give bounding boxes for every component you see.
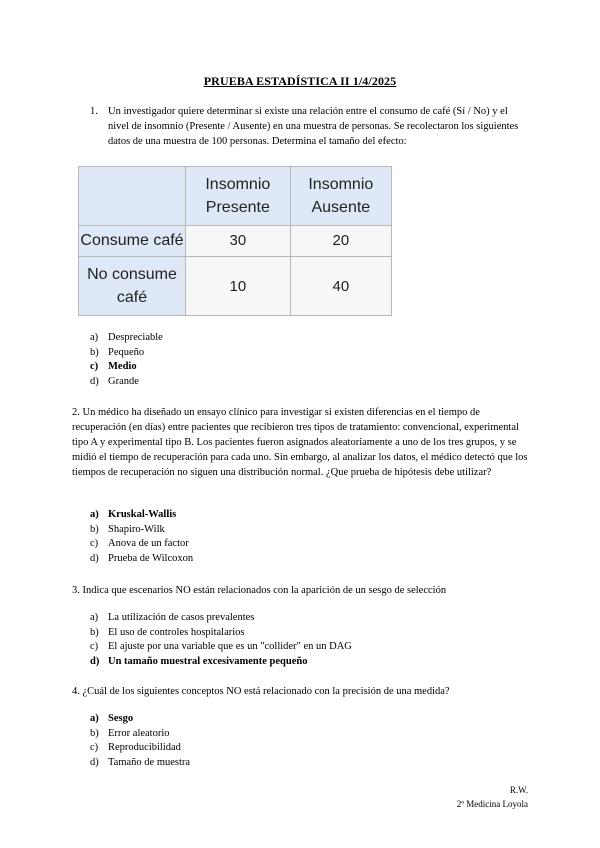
- option-letter: a): [90, 713, 99, 724]
- option-b[interactable]: [90, 346, 163, 361]
- exam-title: PRUEBA ESTADÍSTICA II 1/4/2025: [203, 74, 397, 88]
- option-text: La utilización de casos prevalentes: [108, 612, 255, 623]
- table-col-header: Insomnio Presente: [186, 167, 291, 226]
- option-text: Kruskal-Wallis: [108, 509, 177, 520]
- option-text: Prueba de Wilcoxon: [108, 552, 194, 564]
- option-a[interactable]: [90, 712, 190, 727]
- option-letter: c): [90, 361, 99, 372]
- option-text: Sesgo: [108, 713, 134, 724]
- question-2-options: [90, 508, 193, 566]
- table-cell: 40: [290, 257, 391, 316]
- question-3-text: 3. Indica que escenarios NO están relacionados con la aparición de un sesgo de selección: [72, 585, 447, 596]
- option-letter: b): [90, 523, 99, 535]
- option-text: Shapiro-Wilk: [108, 523, 165, 535]
- question-1-options: [90, 331, 163, 389]
- option-letter: b): [90, 727, 99, 739]
- option-text: Reproducibilidad: [108, 742, 181, 753]
- question-1-number: 1.: [90, 106, 98, 117]
- option-b[interactable]: [90, 523, 193, 538]
- table-row: [79, 257, 392, 316]
- table-row: [79, 225, 392, 256]
- table-row-header: No consume café: [79, 257, 186, 316]
- option-d[interactable]: [90, 375, 163, 390]
- option-text: Tamaño de muestra: [108, 756, 191, 768]
- option-text: El uso de controles hospitalarios: [108, 626, 245, 638]
- option-d[interactable]: [90, 552, 193, 567]
- option-text: El ajuste por una variable que es un "collider" en un DAG: [108, 641, 352, 652]
- option-letter: d): [90, 655, 100, 667]
- option-text: Medio: [108, 361, 137, 372]
- table-corner-cell: [79, 167, 186, 226]
- option-letter: c): [90, 742, 99, 753]
- table-row-header: Consume café: [79, 225, 186, 256]
- option-text: Grande: [108, 375, 139, 387]
- option-c[interactable]: [90, 360, 163, 375]
- signature-course: 2º Medicina Loyola: [456, 799, 528, 809]
- option-b[interactable]: [90, 727, 190, 742]
- table-cell: 20: [290, 225, 391, 256]
- option-letter: b): [90, 346, 99, 358]
- question-4-text: 4. ¿Cuál de los siguientes conceptos NO está relacionado con la precisión de una medida?: [72, 686, 450, 697]
- question-3-options: [90, 611, 352, 669]
- option-d[interactable]: [90, 655, 352, 670]
- option-letter: a): [90, 612, 99, 623]
- contingency-table: [78, 166, 392, 316]
- option-c[interactable]: [90, 537, 193, 552]
- option-a[interactable]: [90, 611, 352, 626]
- table-col-header: Insomnio Ausente: [290, 167, 391, 226]
- question-4-options: [90, 712, 190, 770]
- option-letter: b): [90, 626, 99, 638]
- table-header-row: [79, 167, 392, 226]
- question-2-text: 2. Un médico ha diseñado un ensayo clínico para investigar si existen diferencias en el tiempo de recuperación (en días) entre pacientes que recibieron tres tipos de tratamiento: convencional, experimental tipo A y experimental tipo B. Los pacientes fueron asignados aleatoriamente a uno de los tres grupos, y se midió el tiempo de recuperación para cada uno. Sin embargo, al analizar los datos, el médico detectó que los tiempos de recuperación no siguen una distribución normal. ¿Que prueba de hipótesis debe utilizar?: [72, 407, 528, 478]
- option-a[interactable]: [90, 508, 193, 523]
- option-text: Pequeño: [108, 346, 145, 358]
- option-text: Error aleatorio: [108, 727, 170, 739]
- option-a[interactable]: [90, 331, 163, 346]
- signature-initials: R.W.: [509, 785, 528, 795]
- option-letter: d): [90, 756, 99, 768]
- option-c[interactable]: [90, 640, 352, 655]
- option-letter: a): [90, 509, 99, 520]
- option-b[interactable]: [90, 626, 352, 641]
- option-letter: c): [90, 641, 99, 652]
- option-text: Despreciable: [108, 332, 163, 343]
- option-c[interactable]: [90, 741, 190, 756]
- table-cell: 10: [186, 257, 291, 316]
- option-letter: d): [90, 375, 99, 387]
- option-text: Anova de un factor: [108, 538, 189, 549]
- option-text: Un tamaño muestral excesivamente pequeño: [108, 655, 308, 667]
- option-letter: d): [90, 552, 99, 564]
- table-cell: 30: [186, 225, 291, 256]
- option-d[interactable]: [90, 756, 190, 771]
- option-letter: a): [90, 332, 99, 343]
- option-letter: c): [90, 538, 99, 549]
- question-1: [90, 104, 530, 149]
- question-1-text: Un investigador quiere determinar si existe una relación entre el consumo de café (Sí / No) y el nivel de insomnio (Presente / Ausente) en una muestra de personas. Se recolectaron los siguientes datos de una muestra de 100 personas. Determina el tamaño del efecto:: [108, 106, 519, 147]
